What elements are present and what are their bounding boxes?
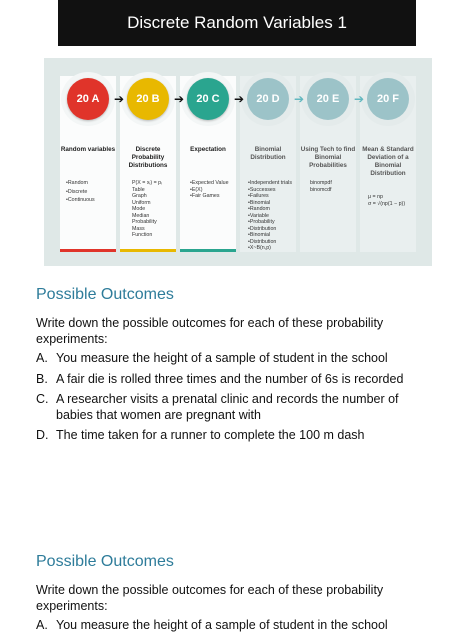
- question-list: [36, 618, 436, 632]
- lesson-title: Random variables: [60, 146, 116, 153]
- lesson-badge-20d[interactable]: [241, 72, 295, 126]
- topic-item: • X~B(n,p): [248, 245, 294, 252]
- lesson-topics: [368, 194, 414, 207]
- topic-item: • Discrete: [66, 189, 114, 196]
- question-item: [36, 428, 436, 444]
- question-letter: D.: [36, 428, 49, 442]
- topic-item: • Binomial: [248, 232, 294, 239]
- section-intro: Write down the possible outcomes for each of these probability experiments:: [36, 316, 384, 346]
- lesson-badge-circle: [127, 78, 169, 120]
- topic-item: • Successes: [248, 187, 294, 194]
- section-intro: Write down the possible outcomes for each of these probability experiments:: [36, 583, 384, 613]
- question-text: A fair die is rolled three times and the number of 6s is recorded: [56, 371, 404, 386]
- arrow-right-icon: ➔: [114, 92, 125, 106]
- lesson-color-bar: [60, 249, 116, 252]
- lesson-topics: [66, 180, 114, 206]
- lesson-badge-circle: [247, 78, 289, 120]
- lesson-badge-20e[interactable]: [301, 72, 355, 126]
- topic-item: μ = np: [368, 194, 383, 200]
- question-item: [36, 351, 436, 367]
- question-text: You measure the height of a sample of student in the school: [56, 618, 388, 632]
- lesson-code: 20 C: [196, 93, 220, 105]
- slide-title: Discrete Random Variables 1: [127, 13, 347, 32]
- topic-item: Median: [132, 212, 150, 219]
- lesson-title: Using Tech to find Binomial Probabilities: [300, 146, 356, 169]
- arrow-right-icon: ➔: [234, 92, 245, 106]
- lesson-code: 20 E: [316, 93, 340, 105]
- topic-item: binomcdf: [310, 186, 332, 193]
- question-letter: B.: [36, 371, 48, 386]
- lesson-badge-20a[interactable]: [61, 72, 115, 126]
- lesson-badge-circle: [187, 78, 229, 120]
- arrow-right-icon: ➔: [294, 92, 305, 106]
- topic-item: • Random: [248, 206, 294, 213]
- topic-item: Probability: [132, 219, 157, 225]
- topic-item: • Variable: [248, 213, 294, 220]
- lesson-roadmap: [44, 58, 432, 266]
- section-title: Possible Outcomes: [36, 553, 174, 570]
- topic-item: P(X = xᵢ) = pᵢ: [132, 180, 162, 186]
- topic-item: • Continuous: [66, 197, 114, 204]
- question-item: [36, 618, 436, 632]
- lesson-badge-20f[interactable]: [361, 72, 415, 126]
- topic-item: • Expected Value: [190, 180, 234, 187]
- question-text: A researcher visits a prenatal clinic and records the number of babies that women are pregnant with: [56, 392, 399, 422]
- topic-item: • Failures: [248, 193, 294, 200]
- topic-item: Mass: [132, 225, 145, 232]
- lesson-topics: [190, 180, 234, 200]
- topic-item: Uniform: [132, 199, 151, 206]
- question-text: The time taken for a runner to complete the 100 m dash: [56, 428, 365, 442]
- lesson-badge-circle: [67, 78, 109, 120]
- topic-item: • Distribution: [248, 226, 294, 233]
- topic-item: • Distribution: [248, 239, 294, 246]
- topic-item: • Random: [66, 180, 114, 187]
- question-list: [36, 351, 436, 444]
- lesson-badge-circle: [307, 78, 349, 120]
- question-letter: A.: [36, 618, 48, 632]
- topic-item: binompdf: [310, 180, 332, 186]
- question-text: You measure the height of a sample of student in the school: [56, 351, 388, 365]
- lesson-color-bar: [120, 249, 176, 252]
- lesson-code: 20 A: [76, 93, 100, 105]
- lesson-color-bar: [180, 249, 236, 252]
- lesson-badge-circle: [367, 78, 409, 120]
- arrow-right-icon: ➔: [354, 92, 365, 106]
- lesson-title: Discrete Probability Distributions: [128, 146, 168, 169]
- lesson-topics: [310, 180, 354, 193]
- lesson-topics: [248, 180, 294, 252]
- slide-header: [58, 0, 416, 46]
- topic-item: Graph: [132, 193, 147, 199]
- topic-item: • Probability: [248, 219, 294, 226]
- topic-item: • E(X): [190, 187, 234, 194]
- topic-item: • Binomial: [248, 200, 294, 207]
- lesson-title: Mean & Standard Deviation of a Binomial Distribution: [362, 146, 414, 177]
- lesson-badge-20c[interactable]: [181, 72, 235, 126]
- topic-item: • Independent trials: [248, 180, 294, 187]
- question-item: [36, 392, 436, 423]
- question-item: [36, 372, 436, 388]
- lesson-title: Binomial Distribution: [250, 146, 286, 161]
- lesson-badge-20b[interactable]: [121, 72, 175, 126]
- section-title: Possible Outcomes: [36, 286, 174, 303]
- topic-item: Mode: [132, 206, 146, 212]
- arrow-right-icon: ➔: [174, 92, 185, 106]
- lesson-code: 20 B: [136, 93, 160, 105]
- topic-item: σ = √(np(1 − p)): [368, 200, 406, 207]
- question-letter: A.: [36, 351, 48, 365]
- lesson-code: 20 F: [376, 93, 399, 105]
- topic-item: • Fair Games: [190, 193, 234, 200]
- lesson-code: 20 D: [256, 93, 280, 105]
- question-letter: C.: [36, 392, 49, 406]
- topic-item: Function: [132, 232, 153, 238]
- lesson-title: Expectation: [190, 146, 226, 153]
- lesson-topics: [132, 180, 174, 239]
- topic-item: Table: [132, 186, 145, 193]
